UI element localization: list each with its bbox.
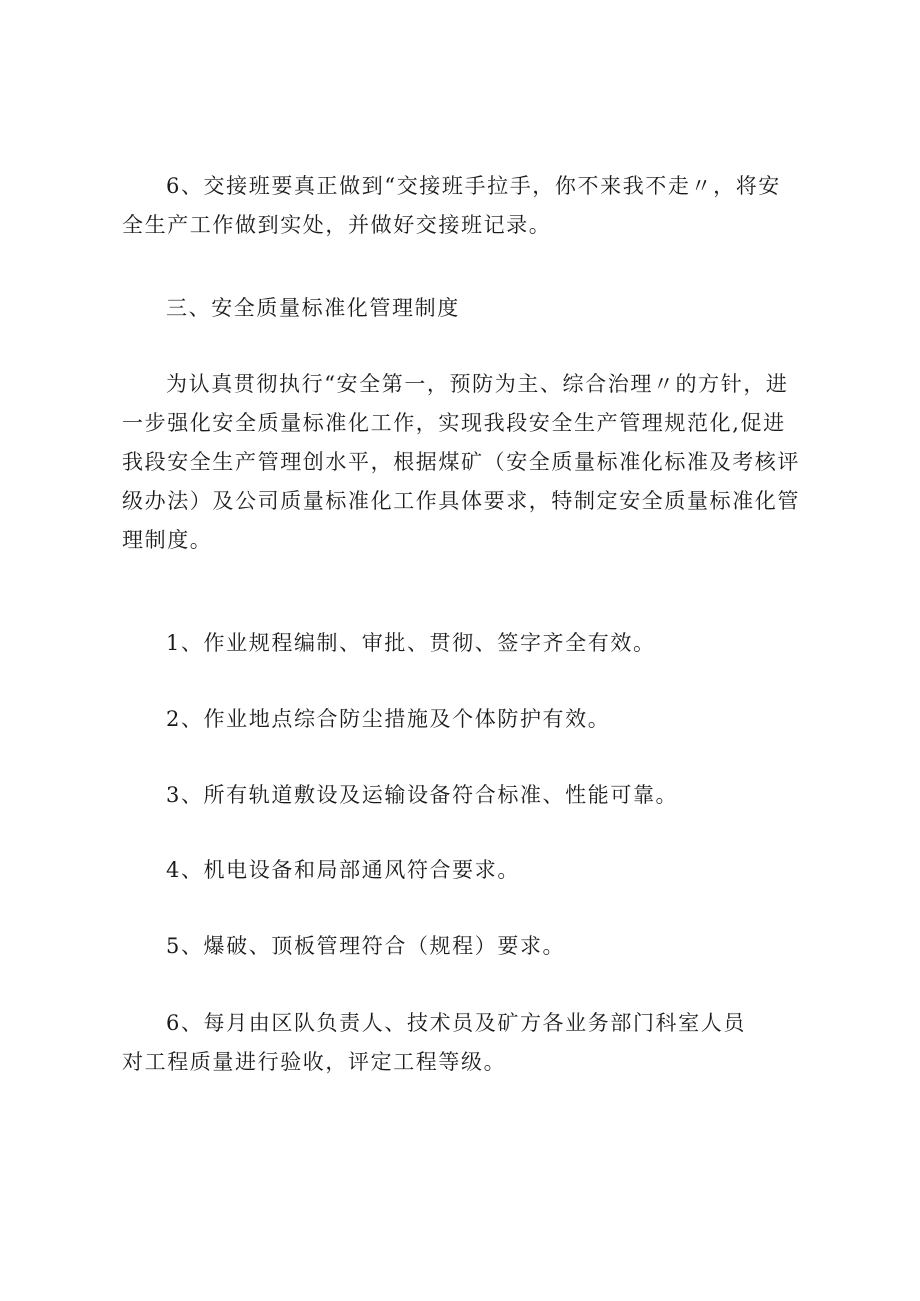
list-item-text: 2、作业地点综合防尘措施及个体防护有效。 bbox=[166, 707, 611, 731]
list-item-text: 4、机电设备和局部通风符合要求。 bbox=[166, 858, 520, 882]
text-line: 为认真贯彻执行“安全第一，预防为主、综合治理〃的方针，进 bbox=[166, 372, 789, 396]
list-item bbox=[122, 927, 822, 966]
intro-paragraph bbox=[122, 365, 822, 560]
heading-text: 三、安全质量标准化管理制度 bbox=[166, 296, 460, 320]
text-line: 级办法）及公司质量标准化工作具体要求，特制定安全质量标准化管 bbox=[122, 489, 800, 513]
text-line: 理制度。 bbox=[122, 528, 213, 552]
list-item-text: 5、爆破、顶板管理符合（规程）要求。 bbox=[166, 934, 566, 958]
list-item bbox=[122, 851, 822, 890]
text-line: 一步强化安全质量标准化工作，实现我段安全生产管理规范化,促进 bbox=[122, 411, 786, 435]
list-item-text: 对工程质量进行验收，评定工程等级。 bbox=[122, 1050, 507, 1074]
text-line: 我段安全生产管理创水平，根据煤矿（安全质量标准化标准及考核评 bbox=[122, 450, 800, 474]
section-heading bbox=[122, 289, 822, 328]
text-line: 全生产工作做到实处，并做好交接班记录。 bbox=[122, 213, 552, 237]
list-item-text: 1、作业规程编制、审批、贯彻、签字齐全有效。 bbox=[166, 631, 656, 655]
text-line: 6、交接班要真正做到“交接班手拉手，你不来我不走〃，将安 bbox=[166, 174, 781, 198]
handover-paragraph bbox=[122, 167, 822, 245]
list-item-text: 3、所有轨道敷设及运输设备符合标准、性能可靠。 bbox=[166, 783, 679, 807]
list-item bbox=[122, 700, 822, 739]
list-item bbox=[122, 1004, 822, 1082]
list-item bbox=[122, 776, 822, 815]
list-item-text: 6、每月由区队负责人、技术员及矿方各业务部门科室人员 bbox=[166, 1011, 746, 1035]
list-item bbox=[122, 624, 822, 663]
